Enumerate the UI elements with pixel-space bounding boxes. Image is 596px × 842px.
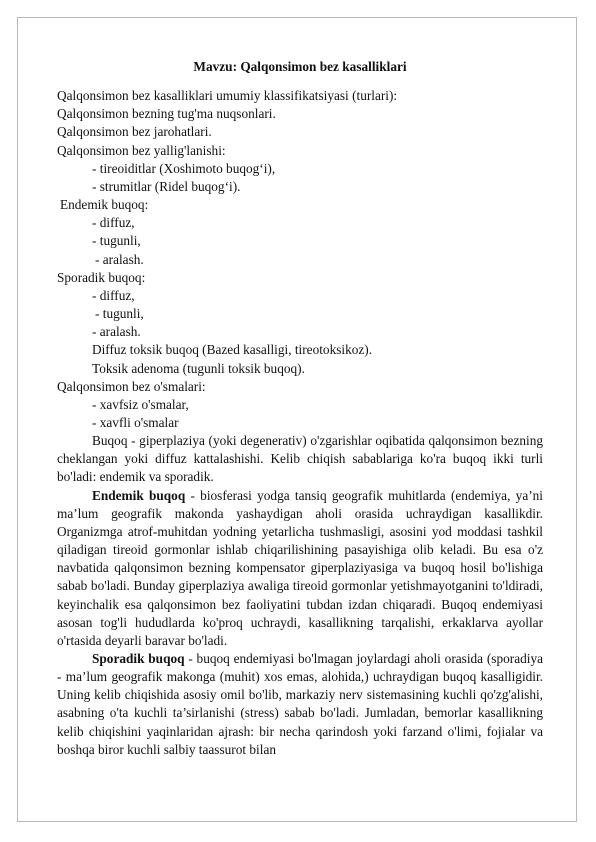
page-title: Mavzu: Qalqonsimon bez kasalliklari xyxy=(193,59,407,74)
paragraph-buqoq xyxy=(57,432,543,486)
list-line-text: - xavfli o'smalar xyxy=(92,414,179,430)
list-line-text: - tugunli, xyxy=(95,306,144,322)
list-line xyxy=(57,341,543,359)
list-line xyxy=(57,323,543,341)
paragraph-text: - buqoq endemiyasi bo'lmagan joylardagi aholi orasida (sporadiya - ma’lum geografik makonga (muhit) xos emas, alohida,) uchraydigan buqoq kasalligidir. Uning kelib chiqishida asosiy omil bo'lib, markaziy nerv sistemasining kuchli qo'zg'alishi, asabning o'ta kuchli ta’sirlanishi (stress) sabab bo'ladi. Jumladan, bemorlar kasallikning kelib chiqishini yaqinlaridan ajrash: bir necha qarindosh yoki farzand o'limi, fojialar va boshqa biror kuchli salbiy taassurot bilan xyxy=(57,651,544,757)
list-line xyxy=(57,269,543,287)
classification-list xyxy=(57,87,543,432)
list-line xyxy=(57,232,543,250)
list-line xyxy=(57,87,543,105)
list-line xyxy=(57,414,543,432)
list-line-text: - tireoiditlar (Xoshimoto buqog‘i), xyxy=(92,160,276,176)
list-line xyxy=(57,196,543,214)
list-line-text: - tugunli, xyxy=(92,233,141,249)
list-line xyxy=(57,214,543,232)
list-line xyxy=(57,360,543,378)
list-line-text: - diffuz, xyxy=(92,287,135,303)
paragraph-text: - biosferasi yodga tansiq geografik muhitlarda (endemiya, ya’ni ma’lum geografik makonda yashaydigan aholi orasida uchraydigan kasallikdir. Organizmga atrof-muhitdan yodning yetarlicha tushmasligi, asosini yod moddasi tashkil qiladigan tireoid gormonlar ishlab chiqarilishining pasayishiga olib keladi. Bu esa o'z navbatida qalqonsimon bezning kompensator giperplaziyasiga va buqoq hosil bo'lishiga sabab bo'ladi. Bunday giperplaziya awaliga tireoid gormonlar yetishmayotganini to'ldiradi, keyinchalik esa qalqonsimon bez faoliyatini tubdan izdan chiqaradi. Buqoq endemiyasi asosan tog'li hududlarda ko'proq uchraydi, kasallikning tarqalishi, erkaklarva ayollar o'rtasida deyarli baravar bo'ladi. xyxy=(57,487,543,648)
paragraph-endemik xyxy=(57,487,543,650)
list-line-text: Qalqonsimon bez yallig'lanishi: xyxy=(57,142,226,158)
list-line xyxy=(57,378,543,396)
list-line-text: Qalqonsimon bez kasalliklari umumiy klassifikatsiyasi (turlari): xyxy=(57,88,398,104)
list-line-text: Sporadik buqoq: xyxy=(57,269,146,285)
list-line xyxy=(57,251,543,269)
list-line-text: Diffuz toksik buqoq (Bazed kasalligi, tireotoksikoz). xyxy=(92,342,373,358)
paragraph-sporadik xyxy=(57,650,543,759)
paragraph-lead: Endemik buqoq xyxy=(92,487,186,503)
list-line-text: Qalqonsimon bez o'smalari: xyxy=(57,378,206,394)
list-line-text: Qalqonsimon bezning tug'ma nuqsonlari. xyxy=(57,106,276,122)
list-line xyxy=(57,160,543,178)
paragraph-lead: Sporadik buqoq xyxy=(92,651,185,666)
paragraph-text: Buqoq - giperplaziya (yoki degenerativ) o'zgarishlar oqibatida qalqonsimon bezning cheklangan yoki diffuz kattalashishi. Kelib chiqish sabablariga ko'ra buqoq ikki turli bo'ladi: endemik va sporadik. xyxy=(57,433,543,485)
document-body xyxy=(57,58,543,759)
list-line-text: - diffuz, xyxy=(92,215,135,231)
list-line-text: Endemik buqoq: xyxy=(60,197,149,213)
list-line xyxy=(57,287,543,305)
list-line xyxy=(57,305,543,323)
list-line xyxy=(57,142,543,160)
list-line-text: - xavfsiz o'smalar, xyxy=(92,396,189,412)
list-line-text: - aralash. xyxy=(95,251,144,267)
list-line xyxy=(57,123,543,141)
list-line xyxy=(57,396,543,414)
list-line xyxy=(57,105,543,123)
list-line-text: - aralash. xyxy=(92,324,141,340)
list-line-text: Toksik adenoma (tugunli toksik buqoq). xyxy=(92,360,305,376)
list-line xyxy=(57,178,543,196)
list-line-text: - strumitlar (Ridel buqog‘i). xyxy=(92,178,241,194)
list-line-text: Qalqonsimon bez jarohatlari. xyxy=(57,124,212,140)
